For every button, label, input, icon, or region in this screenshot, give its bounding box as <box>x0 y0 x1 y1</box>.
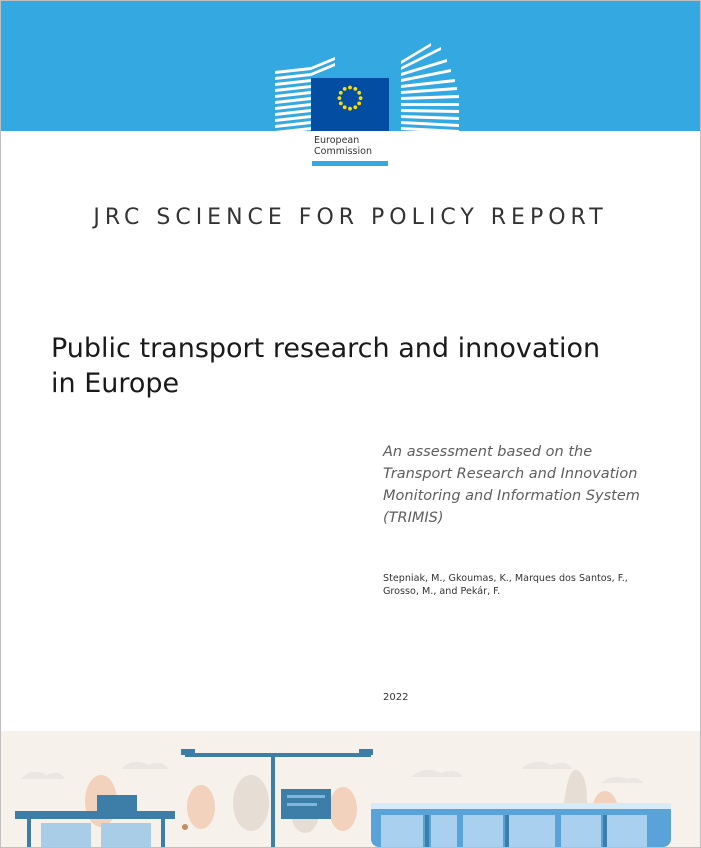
publication-year: 2022 <box>383 692 409 703</box>
report-subtitle: An assessment based on the Transport Research and Innovation Monitoring and Information System (TRIMIS) <box>383 444 640 526</box>
logo-line-european: European <box>314 135 360 146</box>
public-transport-illustration-icon <box>1 731 700 847</box>
logo-underline-bar <box>312 161 388 166</box>
logo-wordmark <box>314 135 372 157</box>
report-authors: Stepniak, M., Gkoumas, K., Marques dos Santos, F., Grosso, M., and Pekár, F. <box>383 573 628 597</box>
logo-line-commission: Commission <box>314 146 372 157</box>
report-title: Public transport research and innovation in Europe <box>51 333 601 399</box>
series-title: JRC SCIENCE FOR POLICY REPORT <box>93 205 608 230</box>
